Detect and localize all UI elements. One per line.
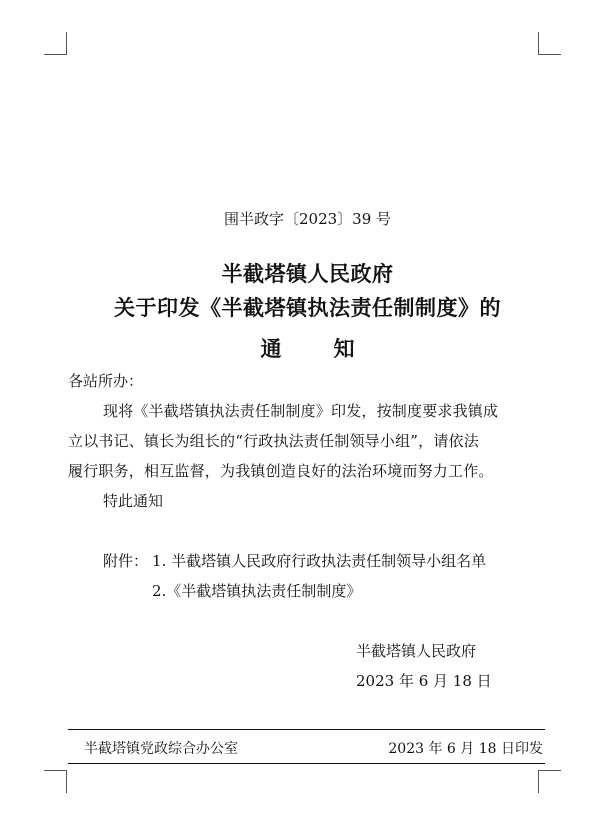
footer-print-date: 2023 年 6 月 18 日印发 <box>388 741 543 757</box>
salutation: 各站所办： <box>68 372 144 390</box>
paragraph-line-1: 现将《半截塔镇执法责任制制度》印发，按制度要求我镇成 <box>103 402 499 420</box>
crop-mark-top-left <box>44 32 67 55</box>
crop-mark-top-right <box>538 32 561 55</box>
footer-issuer: 半截塔镇党政综合办公室 <box>84 741 238 757</box>
closing-text: 特此通知 <box>103 492 164 510</box>
attachment-item-1: 1. 半截塔镇人民政府行政执法责任制领导小组名单 <box>152 552 487 570</box>
title-line-3: 通知 <box>260 336 407 361</box>
crop-mark-bottom-left <box>44 770 67 793</box>
paragraph-line-2: 立以书记、镇长为组长的“行政执法责任制领导小组”，请依法 <box>68 432 479 450</box>
footer-rule-bottom <box>68 763 545 764</box>
attachment-item-2: 2.《半截塔镇执法责任制制度》 <box>152 582 362 600</box>
sign-date: 2023 年 6 月 18 日 <box>356 672 492 690</box>
attachments-label: 附件： <box>103 552 149 570</box>
crop-mark-bottom-right <box>538 770 561 793</box>
paragraph-line-3: 履行职务，相互监督，为我镇创造良好的法治环境而努力工作。 <box>68 462 494 480</box>
title-line-1: 半截塔镇人民政府 <box>221 261 394 286</box>
signer: 半截塔镇人民政府 <box>356 642 477 660</box>
footer-rule-top <box>68 729 545 730</box>
document-number: 围半政字〔2023〕39 号 <box>223 210 392 228</box>
title-line-2: 关于印发《半截塔镇执法责任制制度》的 <box>114 295 501 320</box>
